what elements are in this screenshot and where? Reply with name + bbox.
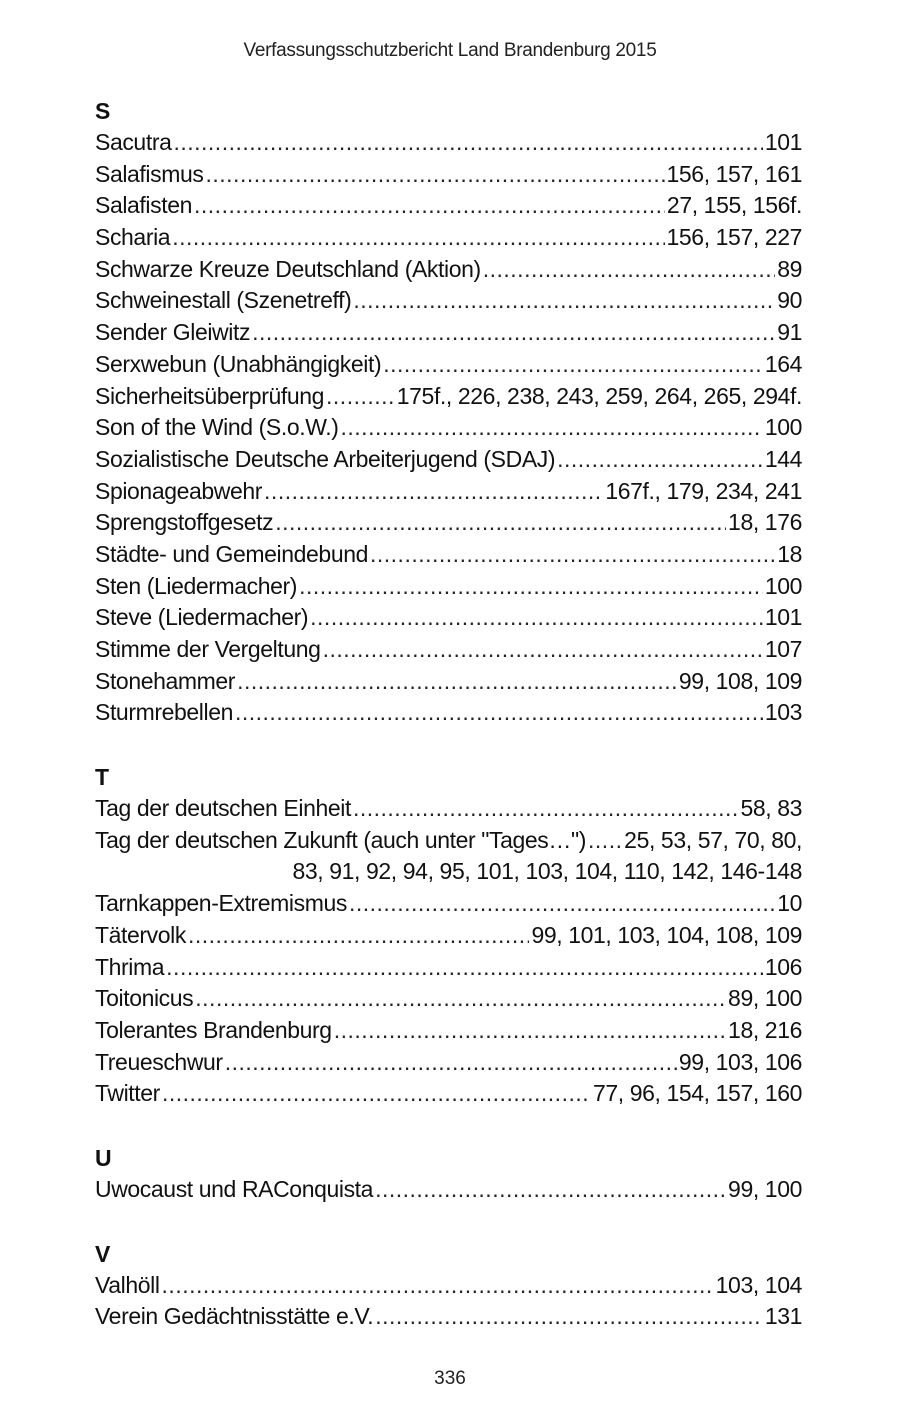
page-references: 100 [764, 414, 802, 441]
page-references: 144 [764, 445, 802, 472]
section-letter: S [95, 98, 110, 124]
section-letter: T [95, 764, 109, 791]
index-entry [95, 539, 802, 571]
page-references: 77, 96, 154, 157, 160 [592, 1080, 802, 1107]
index-entry [95, 412, 802, 444]
page-references: 99, 100 [728, 1175, 802, 1202]
index-term: Schwarze Kreuze Deutschland (Aktion) [95, 255, 481, 282]
dot-leader [252, 317, 775, 349]
page-references: 100 [764, 572, 802, 599]
index-entry [95, 285, 802, 317]
index-term: Sprengstoffgesetz [95, 509, 274, 536]
dot-leader [383, 349, 763, 381]
dot-leader [172, 222, 664, 254]
running-header: Verfassungsschutzbericht Land Brandenburg 2015 [243, 40, 657, 61]
index-term: Twitter [95, 1080, 160, 1107]
page-references: 25, 53, 57, 70, 80, [624, 826, 802, 853]
dot-leader [375, 1301, 763, 1333]
index-term: Scharia [95, 224, 171, 251]
index-term: Tarnkappen-Extremismus [95, 890, 347, 917]
index-term: Tolerantes Brandenburg [95, 1016, 332, 1043]
dot-leader [353, 793, 738, 825]
page-number: 336 [434, 1368, 466, 1389]
dot-leader [225, 1047, 677, 1079]
index-term: Sturmrebellen [95, 699, 233, 726]
page-references: 101 [764, 129, 802, 155]
index-entry [95, 254, 802, 286]
page-references: 91 [777, 319, 802, 346]
index-term: Thrima [95, 953, 165, 980]
index-term: Uwocaust und RAConquista [95, 1175, 374, 1202]
index-entry [95, 127, 802, 159]
index-entry [95, 666, 802, 698]
index-term: Tag der deutschen Einheit [95, 795, 351, 822]
index-term: Stimme der Vergeltung [95, 636, 321, 662]
index-entry [95, 1301, 802, 1333]
dot-leader [310, 602, 763, 634]
dot-leader [162, 1270, 714, 1302]
dot-leader [299, 571, 763, 603]
page-references: 106 [764, 953, 802, 980]
dot-leader [188, 920, 529, 952]
index-term: Son of the Wind (S.o.W.) [95, 414, 339, 441]
dot-leader [194, 190, 665, 222]
dot-leader [349, 888, 775, 920]
index-section-v [95, 1239, 802, 1333]
page-references: 89 [777, 255, 802, 282]
index-entry [95, 920, 802, 952]
index-section-u [95, 1143, 802, 1206]
dot-leader [275, 507, 726, 539]
page-references: 89, 100 [728, 985, 802, 1012]
page-references: 90 [777, 287, 802, 314]
page-references: 156, 157, 227 [666, 224, 802, 251]
page-references: 175f., 226, 238, 243, 259, 264, 265, 294f. [396, 382, 802, 409]
page-references: 27, 155, 156f. [666, 192, 802, 219]
dot-leader [334, 1015, 726, 1047]
index-entry [95, 507, 802, 539]
page-references: 18 [777, 540, 802, 567]
index-term: Serxwebun (Unabhängigkeit) [95, 350, 382, 377]
index-entry [95, 476, 802, 508]
index-entry [95, 1015, 802, 1047]
index-term: Spionageabwehr [95, 477, 263, 504]
page-references: 10 [777, 890, 802, 917]
index-term: Sicherheitsüberprüfung [95, 382, 325, 409]
index-term: Sozialistische Deutsche Arbeiterjugend (SDAJ) [95, 445, 556, 472]
dot-leader [173, 127, 762, 159]
index-term: Schweinestall (Szenetreff) [95, 287, 352, 314]
index-entry [95, 159, 802, 191]
index-term: Salafismus [95, 160, 204, 187]
index-entry [95, 697, 802, 729]
page-references: 167f., 179, 234, 241 [605, 477, 802, 504]
page-references: 99, 101, 103, 104, 108, 109 [531, 921, 802, 948]
dot-leader [166, 952, 763, 984]
index-entry [95, 444, 802, 476]
page-references: 103 [764, 699, 802, 726]
index-term: Treueschwur [95, 1048, 223, 1075]
dot-leader [326, 381, 395, 413]
index-entry [95, 793, 802, 825]
dot-leader [162, 1078, 591, 1110]
page-references: 131 [764, 1303, 802, 1330]
dot-leader [341, 412, 763, 444]
index-entry [95, 888, 802, 920]
dot-leader [264, 476, 603, 508]
index-entry [95, 381, 802, 413]
index-term: Steve (Liedermacher) [95, 604, 309, 631]
index-section-t [95, 762, 802, 1110]
index-term: Valhöll [95, 1271, 160, 1298]
dot-leader [375, 1174, 726, 1206]
index-entry [95, 571, 802, 603]
index-entry [95, 190, 802, 222]
dot-leader [206, 159, 665, 191]
dot-leader [483, 254, 775, 286]
page-references: 107 [764, 636, 802, 662]
page-references: 156, 157, 161 [666, 160, 802, 187]
dot-leader [195, 983, 726, 1015]
dot-leader [353, 285, 775, 317]
index-term: Sender Gleiwitz [95, 319, 251, 346]
page-references: 99, 108, 109 [678, 667, 802, 694]
index-entry [95, 317, 802, 349]
index-term: Sten (Liedermacher) [95, 572, 298, 599]
index-term: Tätervolk [95, 921, 186, 948]
index-term: Städte- und Gemeindebund [95, 540, 368, 567]
section-letter: U [95, 1144, 112, 1171]
index-entry [95, 349, 802, 381]
index-term: Verein Gedächtnisstätte e.V. [95, 1303, 374, 1330]
index-term: Toitonicus [95, 985, 194, 1012]
index-entry [95, 1078, 802, 1110]
index-term: Salafisten [95, 192, 193, 219]
page-references-continuation: 83, 91, 92, 94, 95, 101, 103, 104, 110, 142, 146-148 [292, 858, 802, 885]
subject-index [95, 96, 802, 1366]
index-entry [95, 1174, 802, 1206]
page-references: 99, 103, 106 [678, 1048, 802, 1075]
index-entry [95, 222, 802, 254]
index-entry [95, 602, 802, 634]
index-section-s [95, 96, 802, 729]
dot-leader [557, 444, 763, 476]
index-entry [95, 634, 802, 666]
index-entry [95, 983, 802, 1015]
dot-leader [235, 697, 763, 729]
dot-leader [370, 539, 775, 571]
page-references: 58, 83 [740, 795, 802, 822]
dot-leader [588, 825, 622, 857]
dot-leader [323, 634, 763, 666]
index-entry [95, 825, 802, 857]
index-term: Sacutra [95, 129, 172, 155]
page-references: 103, 104 [715, 1271, 802, 1298]
dot-leader [237, 666, 677, 698]
section-letter: V [95, 1240, 110, 1267]
index-term: Tag der deutschen Zukunft (auch unter "Tages…") [95, 826, 587, 853]
index-term: Stonehammer [95, 667, 236, 694]
index-entry [95, 1270, 802, 1302]
index-entry [95, 952, 802, 984]
index-entry [95, 1047, 802, 1079]
page-references: 101 [764, 604, 802, 631]
page-references: 18, 176 [728, 509, 802, 536]
page-references: 18, 216 [728, 1016, 802, 1043]
page-references: 164 [764, 350, 802, 377]
